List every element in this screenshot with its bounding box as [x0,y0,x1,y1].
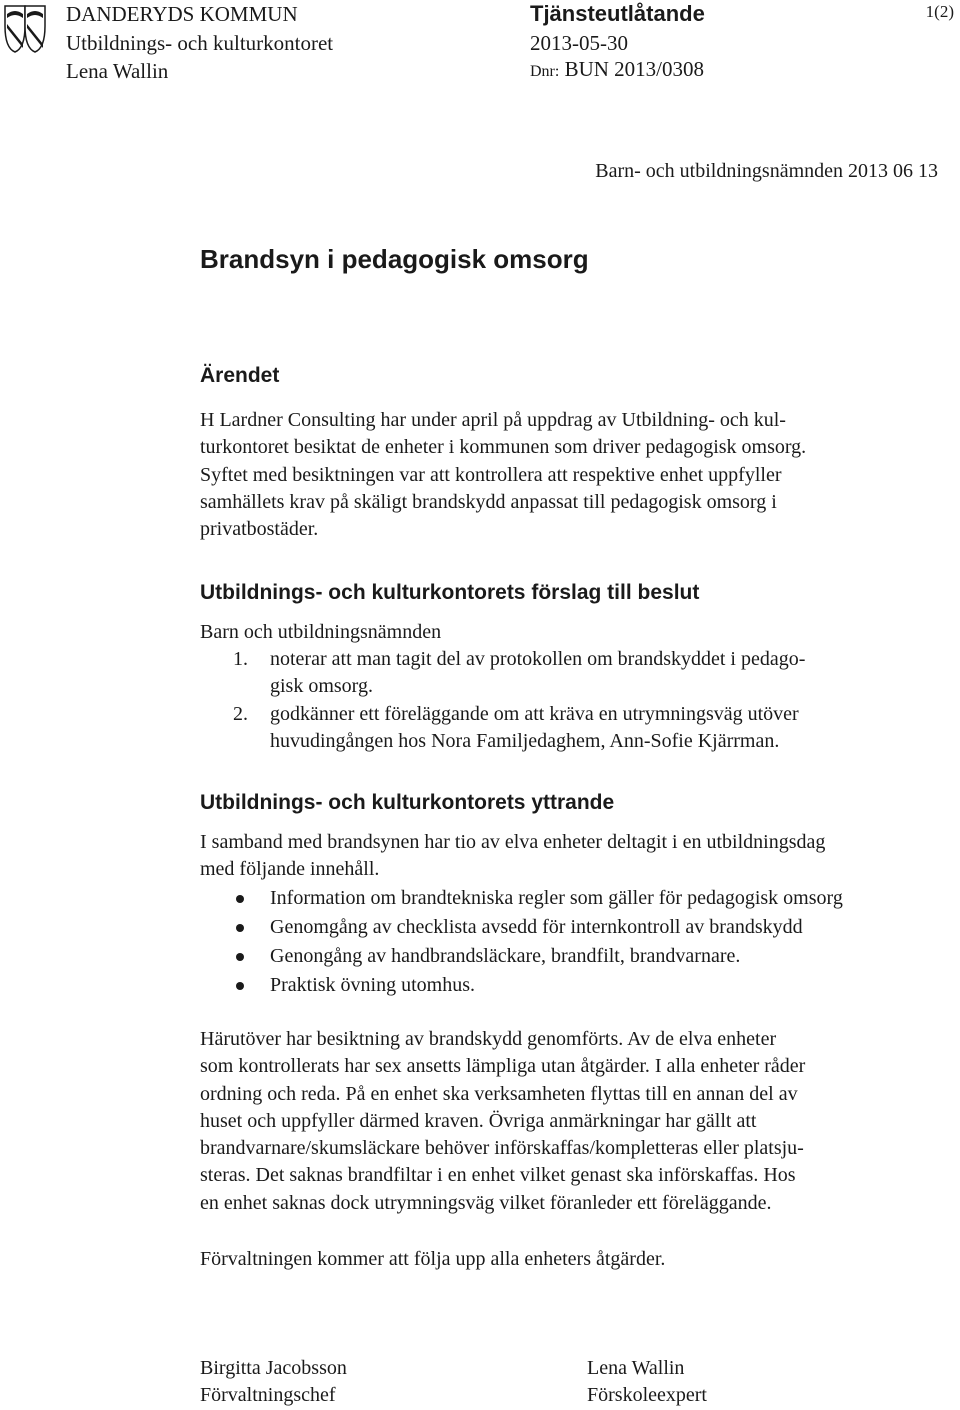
page-number: 1(2) [925,2,954,21]
doc-type: Tjänsteutlåtande [530,1,705,26]
yttrande-line: Härutöver har besiktning av brandskydd genomförts. Av de elva enheter [200,1028,777,1050]
arendet-line: samhällets krav på skäligt brandskydd anpassat till pedagogisk omsorg i [200,490,777,513]
yttrande-intro-line: med följande innehåll. [200,858,380,881]
yttrande-line: ordning och reda. På en enhet ska verksamheten flyttas till en annan del av [200,1082,798,1105]
list-item [200,913,843,942]
dnr [530,55,704,86]
decision-item-1-cont: gisk omsorg. [270,675,373,697]
arendet-line: turkontoret besiktat de enheter i kommunen som driver pedagogisk omsorg. [200,436,807,459]
list-item-text: Genomgång av checklista avsedd för internkontroll av brandskydd [270,916,803,938]
bullet-dot-icon [236,953,244,961]
author-name: Lena Wallin [66,59,169,83]
signature-block-2 [587,1355,707,1409]
bullet-dot-icon [236,895,244,903]
decision-item-2 [233,701,799,728]
closing-sentence: Förvaltningen kommer att följa upp alla enheters åtgärder. [200,1248,666,1270]
signature-block-1 [200,1355,347,1409]
decision-item-number: 2. [233,703,248,725]
dnr-value: BUN 2013/0308 [564,57,705,81]
decision-item-2-cont: huvudingången hos Nora Familjedaghem, Ann-Sofie Kjärrman. [270,730,780,752]
decision-item-text: noterar att man tagit del av protokollen om brandskyddet i pedago- [270,648,806,670]
signature-name: Birgitta Jacobsson [200,1357,347,1379]
signature-role: Förskoleexpert [587,1384,707,1406]
document-title: Brandsyn i pedagogisk omsorg [200,244,589,274]
heading-arendet: Ärendet [200,364,280,387]
content-list [200,884,843,1000]
list-item-text: Information om brandtekniska regler som gäller för pedagogisk omsorg [270,887,843,909]
bullet-dot-icon [236,982,244,990]
arendet-line: privatbostäder. [200,518,319,541]
list-item-text: Genongång av handbrandsläckare, brandfilt, brandvarnare. [270,945,741,967]
yttrande-intro-line: I samband med brandsynen har tio av elva enheter deltagit i en utbildningsdag [200,831,826,853]
yttrande-line: brandvarnare/skumsläckare behöver införskaffas/kompletteras eller platsju- [200,1137,804,1160]
yttrande-paragraph [200,1026,940,1217]
arendet-line: Syftet med besiktningen var att kontrollera att respektive enhet uppfyller [200,463,782,486]
yttrande-line: steras. Det saknas brandfiltar i en enhet vilket genast ska införskaffas. Hos [200,1164,796,1187]
decision-item-1 [233,646,805,673]
arendet-paragraph [200,407,940,543]
yttrande-line: en enhet saknas dock utrymningsväg vilket föranleder ett föreläggande. [200,1191,772,1214]
heading-yttrande: Utbildnings- och kulturkontorets yttrande [200,791,615,814]
doc-date: 2013-05-30 [530,31,628,55]
yttrande-intro [200,829,940,884]
signature-role: Förvaltningschef [200,1384,336,1406]
forslag-intro: Barn och utbildningsnämnden [200,621,442,643]
office-name: Utbildnings- och kulturkontoret [66,31,334,55]
org-name: DANDERYDS KOMMUN [66,2,298,26]
yttrande-line: som kontrollerats har sex ansetts lämpliga utan åtgärder. I alla enheter råder [200,1055,806,1078]
heading-forslag: Utbildnings- och kulturkontorets förslag till beslut [200,581,700,604]
municipality-logo [4,4,46,54]
list-item-text: Praktisk övning utomhus. [270,974,476,996]
list-item [200,942,843,971]
decision-item-text: godkänner ett föreläggande om att kräva en utrymningsväg utöver [270,703,799,725]
arendet-line: H Lardner Consulting har under april på uppdrag av Utbildning- och kul- [200,409,786,431]
list-item [200,971,843,1000]
dnr-label: Dnr: [530,63,560,80]
meeting-line: Barn- och utbildningsnämnden 2013 06 13 [595,160,938,182]
list-item [200,884,843,913]
signature-name: Lena Wallin [587,1357,685,1379]
bullet-dot-icon [236,924,244,932]
decision-item-number: 1. [233,648,248,670]
yttrande-line: huset och uppfyller därmed kraven. Övriga anmärkningar har gällt att [200,1109,757,1132]
